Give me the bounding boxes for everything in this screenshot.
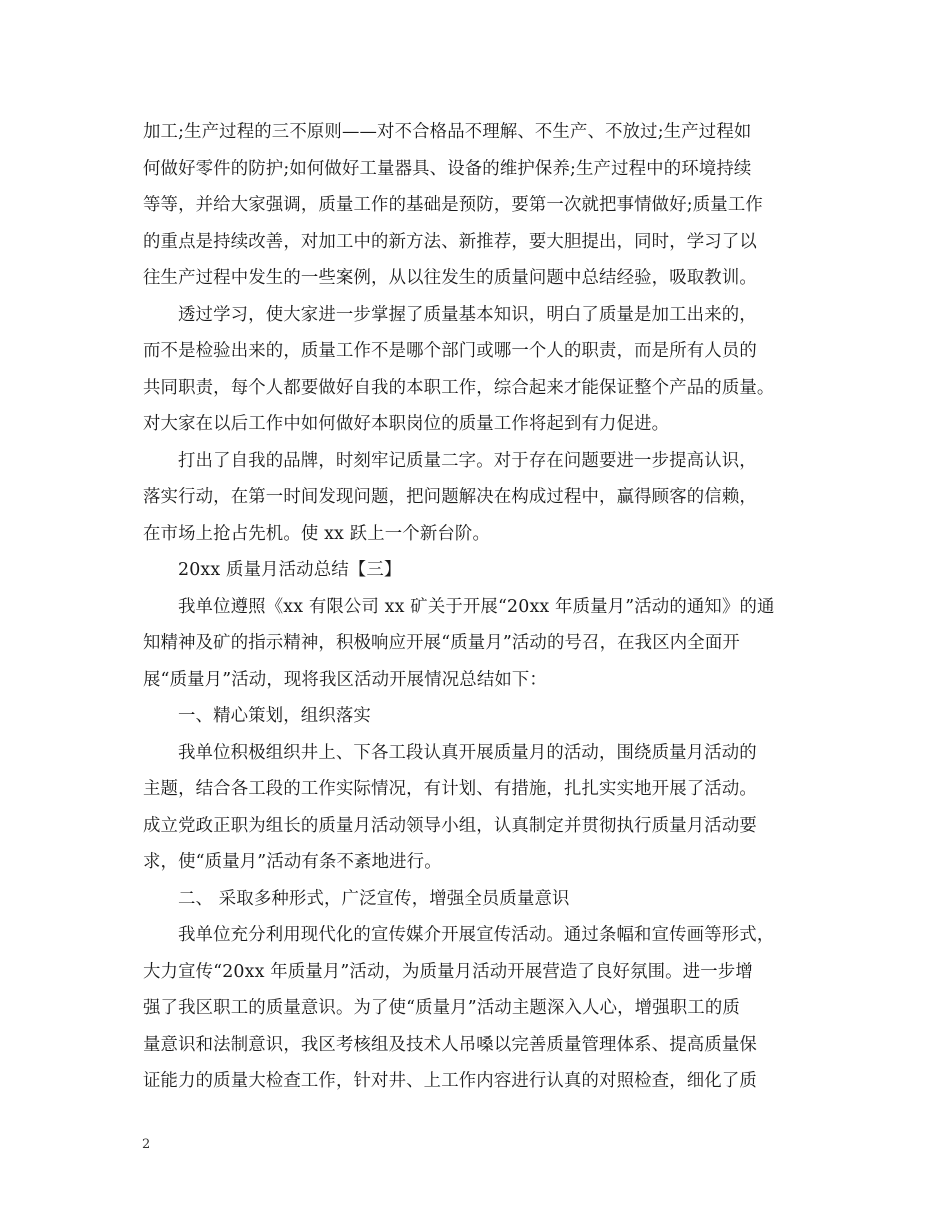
- text-line: 而不是检验出来的，质量工作不是哪个部门或哪一个人的职责，而是所有人员的: [143, 341, 757, 361]
- text-line: 等等，并给大家强调，质量工作的基础是预防，要第一次就把事情做好;质量工作: [143, 195, 763, 215]
- page-number: 2: [142, 1137, 151, 1152]
- text-line: 量意识和法制意识，我区考核组及技术人吊嗓以完善质量管理体系、提高质量保: [143, 1034, 757, 1055]
- text-line: 加工;生产过程的三不原则——对不合格品不理解、不生产、不放过;生产过程如: [143, 122, 752, 142]
- section-title: 20xx 质量月活动总结【三】: [178, 560, 402, 580]
- text-line: 的重点是持续改善，对加工中的新方法、新推荐，要大胆提出，同时，学习了以: [143, 231, 757, 252]
- text-line: 在市场上抢占先机。使 xx 跃上一个新台阶。: [143, 523, 491, 544]
- text-line: 落实行动，在第一时间发现问题，把问题解决在构成过程中，赢得顾客的信赖，: [143, 487, 757, 507]
- section-heading: 二、 采取多种形式，广泛宣传，增强全员质量意识: [178, 888, 570, 909]
- text-line: 展“质量月”活动，现将我区活动开展情况总结如下：: [143, 669, 547, 690]
- paragraph-first-line: 我单位遵照《xx 有限公司 xx 矿关于开展“20xx 年质量月”活动的通知》的通: [178, 596, 775, 617]
- paragraph-first-line: 透过学习，使大家进一步掌握了质量基本知识，明白了质量是加工出来的，: [178, 304, 757, 325]
- text-line: 何做好零件的防护;如何做好工量器具、设备的维护保养;生产过程中的环境持续: [143, 158, 752, 179]
- text-line: 对大家在以后工作中如何做好本职岗位的质量工作将起到有力促进。: [143, 414, 670, 434]
- paragraph-first-line: 我单位积极组织井上、下各工段认真开展质量月的活动，围绕质量月活动的: [178, 742, 757, 763]
- paragraph-first-line: 我单位充分利用现代化的宣传媒介开展宣传活动。通过条幅和宣传画等形式，: [178, 925, 775, 945]
- text-line: 求，使“质量月”活动有条不紊地进行。: [143, 852, 442, 872]
- text-line: 知精神及矿的指示精神，积极响应开展“质量月”活动的号召，在我区内全面开: [143, 633, 740, 653]
- section-heading: 一、精心策划，组织落实: [178, 706, 371, 726]
- document-body: [143, 114, 813, 1100]
- text-line: 往生产过程中发生的一些案例，从以往发生的质量问题中总结经验，吸取教训。: [143, 268, 757, 288]
- text-line: 大力宣传“20xx 年质量月”活动，为质量月活动开展营造了良好氛围。进一步增: [143, 961, 753, 982]
- paragraph-first-line: 打出了自我的品牌，时刻牢记质量二字。对于存在问题要进一步提高认识，: [178, 450, 757, 471]
- text-line: 共同职责，每个人都要做好自我的本职工作，综合起来才能保证整个产品的质量。: [143, 377, 775, 398]
- text-line: 证能力的质量大检查工作，针对井、上工作内容进行认真的对照检查，细化了质: [143, 1071, 757, 1091]
- text-line: 强了我区职工的质量意识。为了使“质量月”活动主题深入人心，增强职工的质: [143, 998, 740, 1018]
- text-line: 主题，结合各工段的工作实际情况，有计划、有措施，扎扎实实地开展了活动。: [143, 779, 757, 799]
- text-line: 成立党政正职为组长的质量月活动领导小组，认真制定并贯彻执行质量月活动要: [143, 815, 757, 836]
